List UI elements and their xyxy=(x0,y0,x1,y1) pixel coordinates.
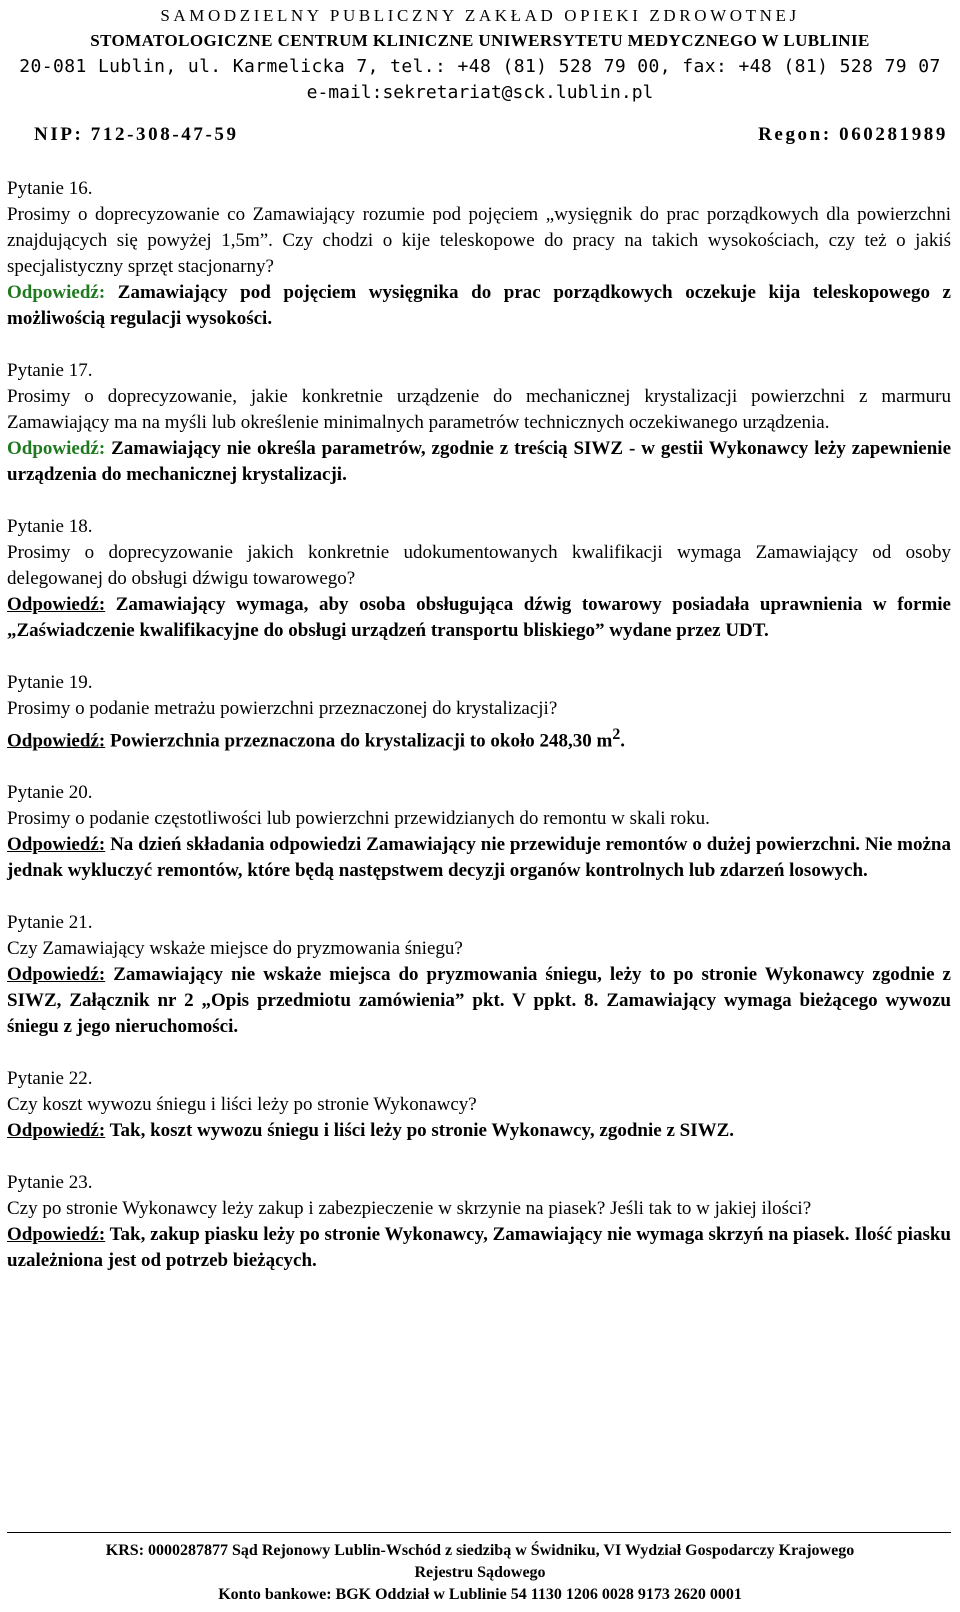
footer-krs: KRS: 0000287877 Sąd Rejonowy Lublin-Wschód z siedzibą w Świdniku, VI Wydział Gospodarczy Krajowego xyxy=(105,1542,855,1559)
qa-item xyxy=(7,1066,951,1144)
question-title: Pytanie 17. xyxy=(7,360,93,381)
answer-label: Odpowiedź: xyxy=(7,594,106,615)
address-line: 20-081 Lublin, ul. Karmelicka 7, tel.: +48 (81) 528 79 00, fax: +48 (81) 528 79 07 xyxy=(19,56,941,77)
answer-superscript: 2 xyxy=(612,726,621,743)
qa-item xyxy=(7,670,951,754)
question-title: Pytanie 19. xyxy=(7,672,93,693)
qa-item xyxy=(7,514,951,644)
answer xyxy=(7,1222,951,1274)
answer-text: Zamawiający nie wskaże miejsca do pryzmowania śniegu, leży to po stronie Wykonawcy zgodnie z SIWZ, Załącznik nr 2 „Opis przedmiotu zamówienia” pkt. V ppkt. 8. Zamawiający wymaga bieżącego wywozu śniegu z jego nieruchomości. xyxy=(7,964,951,1038)
answer-label: Odpowiedź: xyxy=(7,282,106,303)
qa-item xyxy=(7,176,951,332)
answer xyxy=(7,722,951,754)
answer-text: Tak, zakup piasku leży po stronie Wykonawcy, Zamawiający nie wymaga skrzyń na piasek. Ilość piasku uzależniona jest od potrzeb bieżących. xyxy=(7,1224,951,1272)
qa-item xyxy=(7,910,951,1040)
regon-number: Regon: 060281989 xyxy=(758,124,948,145)
qa-item xyxy=(7,780,951,884)
email-line: e-mail:sekretariat@sck.lublin.pl xyxy=(306,82,654,103)
footer xyxy=(0,1540,960,1606)
institution-name: SAMODZIELNY PUBLICZNY ZAKŁAD OPIEKI ZDROWOTNEJ xyxy=(160,6,800,25)
answer xyxy=(7,436,951,488)
answer-label: Odpowiedź: xyxy=(7,1120,106,1142)
answer xyxy=(7,832,951,884)
registry-ids xyxy=(34,124,948,152)
answer-label: Odpowiedź: xyxy=(7,1224,106,1246)
question-title: Pytanie 23. xyxy=(7,1172,93,1194)
question-text: Czy koszt wywozu śniegu i liści leży po stronie Wykonawcy? xyxy=(7,1094,477,1116)
nip-number: NIP: 712-308-47-59 xyxy=(34,124,239,145)
answer-text: Powierzchnia przeznaczona do krystalizacji to około 248,30 m xyxy=(105,730,613,752)
answer xyxy=(7,1118,951,1144)
question-title: Pytanie 22. xyxy=(7,1068,93,1090)
letterhead xyxy=(0,0,960,106)
footer-registry: Rejestru Sądowego xyxy=(414,1564,546,1581)
footer-divider xyxy=(7,1532,951,1533)
answer xyxy=(7,962,951,1040)
qa-item xyxy=(7,358,951,488)
answer-tail: . xyxy=(620,730,625,752)
answer-label: Odpowiedź: xyxy=(7,730,106,752)
question-title: Pytanie 18. xyxy=(7,516,93,537)
question-title: Pytanie 16. xyxy=(7,178,93,199)
qa-list xyxy=(7,176,951,1300)
answer-label: Odpowiedź: xyxy=(7,834,106,856)
answer-label: Odpowiedź: xyxy=(7,438,106,459)
answer-text: Zamawiający pod pojęciem wysięgnika do prac porządkowych oczekuje kija teleskopowego z możliwością regulacji wysokości. xyxy=(7,282,951,329)
answer-text: Na dzień składania odpowiedzi Zamawiający nie przewiduje remontów o dużej powierzchni. Nie można jednak wykluczyć remontów, które będą następstwem decyzji organów kontrolnych lub zdarzeń losowych. xyxy=(7,834,951,882)
question-text: Prosimy o doprecyzowanie co Zamawiający rozumie pod pojęciem „wysięgnik do prac porządkowych dla powierzchni znajdujących się powyżej 1,5m”. Czy chodzi o kije teleskopowe do pracy na takich wysokościach, czy też o jakiś specjalistyczny sprzęt stacjonarny? xyxy=(7,204,951,277)
footer-bank-account: Konto bankowe: BGK Oddział w Lublinie 54 1130 1206 0028 9173 2620 0001 xyxy=(218,1586,742,1603)
center-name: STOMATOLOGICZNE CENTRUM KLINICZNE UNIWERSYTETU MEDYCZNEGO W LUBLINIE xyxy=(90,31,870,50)
question-text: Prosimy o podanie częstotliwości lub powierzchni przewidzianych do remontu w skali roku. xyxy=(7,808,710,830)
question-text: Prosimy o doprecyzowanie, jakie konkretnie urządzenie do mechanicznej krystalizacji powierzchni z marmuru Zamawiający ma na myśli lub określenie minimalnych parametrów technicznych oczekiwanego urządzenia. xyxy=(7,386,951,433)
question-title: Pytanie 20. xyxy=(7,782,93,804)
question-text: Prosimy o podanie metrażu powierzchni przeznaczonej do krystalizacji? xyxy=(7,698,558,719)
qa-item xyxy=(7,1170,951,1274)
answer-text: Zamawiający nie określa parametrów, zgodnie z treścią SIWZ - w gestii Wykonawcy leży zapewnienie urządzenia do mechanicznej krystalizacji. xyxy=(7,438,951,485)
answer xyxy=(7,280,951,332)
question-title: Pytanie 21. xyxy=(7,912,93,934)
answer-label: Odpowiedź: xyxy=(7,964,106,986)
question-text: Czy Zamawiający wskaże miejsce do pryzmowania śniegu? xyxy=(7,938,463,960)
question-text: Prosimy o doprecyzowanie jakich konkretnie udokumentowanych kwalifikacji wymaga Zamawiający od osoby delegowanej do obsługi dźwigu towarowego? xyxy=(7,542,951,589)
answer-text: Tak, koszt wywozu śniegu i liści leży po stronie Wykonawcy, zgodnie z SIWZ. xyxy=(105,1120,735,1142)
answer xyxy=(7,592,951,644)
answer-text: Zamawiający wymaga, aby osoba obsługująca dźwig towarowy posiadała uprawnienia w formie „Zaświadczenie kwalifikacyjne do obsługi urządzeń transportu bliskiego” wydane przez UDT. xyxy=(7,594,951,641)
question-text: Czy po stronie Wykonawcy leży zakup i zabezpieczenie w skrzynie na piasek? Jeśli tak to w jakiej ilości? xyxy=(7,1198,812,1220)
